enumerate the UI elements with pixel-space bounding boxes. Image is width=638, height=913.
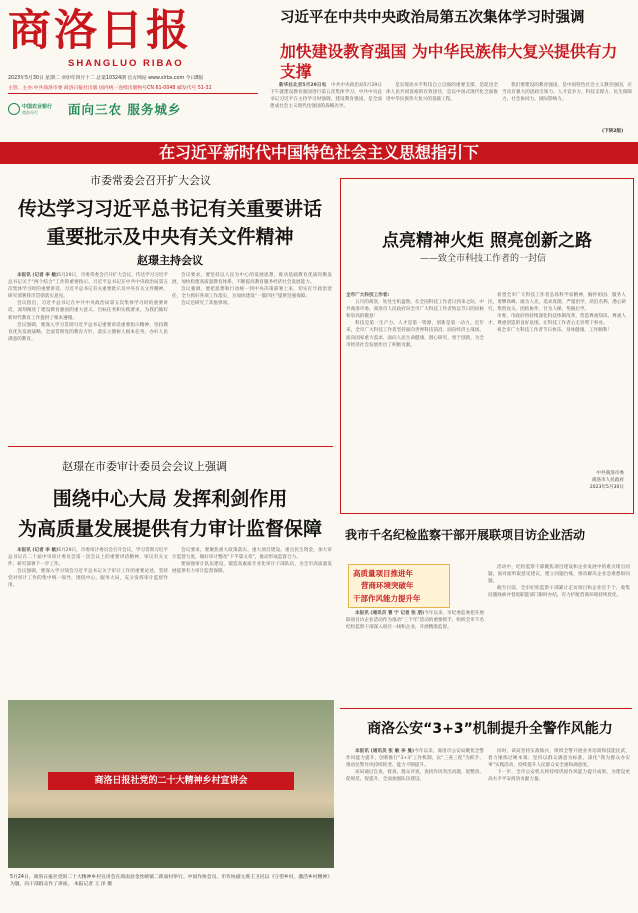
article1-headline-1: 传达学习习近平总书记有关重要讲话 [17,198,322,220]
article1-headline-2: 重要批示及中央有关文件精神 [46,226,294,248]
article3-col-2: 会议要求，要聚焦重大政策落实、重大项目建设、重点民生资金，加大审计监督力度，做好审计整改“下半篇文章”，推动形成监督合力。 要加强审计队伍建设，锻造高素质专业化审计干部队伍，为全市高质量发展提供有力审计监督保障。 [172,548,332,575]
article4-graphic [348,564,450,608]
top-headline-2: 加快建设教育强国 为中华民族伟大复兴提供有力支撑 [280,42,618,81]
masthead-info-line1: 2023年5月30日 星期二 癸卯年四月十二 总第10324期 官方网站 www.slrbs.com 今日8版 [8,76,204,81]
top-story-source: 新华社北京5月29日电 [279,83,327,88]
masthead-rule [8,93,258,94]
article4-col-1: 本报讯 (通讯员 曹 宁 记者 张 朋)今年以来，市纪委监委把开展联项目访企业活动作为推动“三个年”活动的重要抓手，组织全市千名纪检监察干部深入项目一线和企业，开展精准监督。 [346,611,484,631]
article2-subhead: ——致全市科技工作者的一封信 [420,254,547,264]
article4-headline: 我市千名纪检监察干部开展联项目访企业活动 [345,528,586,542]
article1-byline: 本报讯 (记者 李 敏) [17,273,59,278]
article2-headline: 点亮精神火炬 照亮创新之路 [382,231,592,251]
article5-col-2: 同时，该局坚持实战练兵，组织全警开展业务培训和技能比武，着力锤炼过硬本领；坚持以群众满意为标准，深化“我为群众办实事”实践活动，持续提升人民群众安全感和满意度。 下一步，全市公安机关将持续巩固作风能力提升成果，为建设更高水平平安商洛贡献力量。 [488,749,630,783]
top-story-col-3: 我们要建设的教育强国，是中国特色社会主义教育强国，应当具有强大的思政引领力、人才竞争力、科技支撑力、民生保障力、社会协同力、国际影响力。 [502,83,632,103]
article1-col-1: 本报讯 (记者 李 敏)5月29日，市委常委会召开扩大会议，传达学习习近平总书记关于“两个结合”工作的重要指示、习近平总书记在中共中央政治局第五次集体学习时的重要讲话、习近平总书记有关重要批示及中央有关文件精神，研究部署我市贯彻落实意见。 会议指出，习近平总书记在中共中央政治局第五次集体学习时的重要讲话，深刻阐述了建设教育强国的重大意义、目标任务和实践要求，为我们做好新时代教育工作提供了根本遵循。 会议强调，要深入学习贯彻习近平总书记重要讲话重要指示精神，坚持教育优先发展战略，全面贯彻党的教育方针，落实立德树人根本任务，办好人民满意的教育。 [8,273,168,342]
article1-subhead: 赵璟主持会议 [137,254,203,267]
bank-slogan: 面向三农 服务城乡 [68,102,182,117]
masthead-info-line2: 主管、主办:中共商洛市委 商洛日报社出版 国内统一连续出版物号CN 61-0048 邮发代号 51-32 [8,86,212,91]
article2-col-1: 全市广大科技工作者: 五月的商洛，处处生机盎然。在全国科技工作者日到来之际，中共商洛市委、商洛市人民政府向全市广大科技工作者致以节日的问候和崇高的敬意！ 科技是第一生产力，人才是第一资源，创新是第一动力。近年来，全市广大科技工作者坚持面向世界科技前沿、面向经济主战场、面向国家重大需求、面向人民生命健康，潜心研究、勇于创新，为全市经济社会发展作出了积极贡献。 [346,293,484,348]
article2-sign-date: 2023年5月30日 [589,485,624,490]
bank-name: 中国农业银行 [22,104,53,110]
bank-sub: 商洛分行 [22,110,38,115]
article4-graphic-line3: 干部作风能力提升年 [353,594,421,603]
photo-caption: 5月24日，商洛日报社党的二十大精神乡村宣讲会在商南县金丝峡镇二郎庙村举行。中国作协会员、市作协副主席王卫民以《守望乡村，激活乡村精神》为题，向干部群众作了讲座。 本报记者 王 泽 摄 [10,875,332,887]
article4-graphic-line1: 高质量项目推进年 [353,569,413,578]
article4-col-2: 活动中，纪检监察干部聚焦项目建设和企业发展中的难点堵点问题，面对面听取意见建议，建立问题台账，推动解决企业急难愁盼问题。 截至目前，全市纪检监察干部累计走访项目和企业近千个，收集问题线索并督促职能部门限时办结，有力护航营商环境持续优化。 [488,565,630,599]
top-story-continued: (下转2版) [602,129,624,134]
article2-salutation: 全市广大科技工作者: [346,293,390,298]
photo-crowd [8,818,334,868]
article3-headline-2: 为高质量发展提供有力审计监督保障 [17,518,322,540]
article3-headline-1: 围绕中心大局 发挥利剑作用 [52,488,288,510]
newspaper-title: 商洛日报 [8,6,192,56]
article2-sign-1: 中共商洛市委 [596,471,624,476]
article3-byline: 本报讯 (记者 李 敏) [17,548,59,553]
article2-sign-2: 商洛市人民政府 [591,478,624,483]
photo-stage-banner [48,772,294,790]
article4-graphic-line2: 营商环境突破年 [361,581,414,590]
article1-kicker: 市委常委会召开扩大会议 [90,174,211,187]
top-story-col-1: 新华社北京5月29日电 中共中央政治局5月29日下午就建设教育强国进行第五次集体学习。中共中央总书记习近平在主持学习时强调，建设教育强国，是全面建成社会主义现代化强国的战略先导。 [270,83,382,110]
newspaper-pinyin: SHANGLUO RIBAO [68,58,184,69]
article3-col-1: 本报讯 (记者 李 敏)5月29日，市委审计委员会召开会议，学习贯彻习近平总书记在二十届中央审计委员会第一次会议上的重要讲话精神，审议有关文件，研究部署下一步工作。 会议强调，要深入学习领会习近平总书记关于审计工作的重要论述，坚持党对审计工作的集中统一领导，围绕中心、服务大局，充分发挥审计监督作用。 [8,548,168,589]
article2-signature [520,470,624,491]
bank-ad [8,100,258,140]
top-headline-1: 习近平在中共中央政治局第五次集体学习时强调 [280,10,585,26]
event-photo [8,700,334,868]
divider-right-lower [340,708,632,709]
top-story-col-2: 是实现高水平科技自立自强的重要支撑，是促进全体人民共同富裕的有效途径，是以中国式现代化全面推进中华民族伟大复兴的基础工程。 [386,83,498,103]
article1-col-2: 会议要求，要坚持以人民为中心的发展思想，推动基础教育优质均衡发展，加快构建高质量教育体系，不断提高教育服务经济社会发展能力。 会议强调，要把思想和行动统一到中央决策部署上来，切实扛牢政治责任，全力抓好各项工作落实，为加快建设“一都四区”提供坚强保障。 会议还研究了其他事项。 [172,273,332,307]
bank-logo-icon [8,103,20,115]
divider-left-mid [8,446,333,447]
article5-headline: 商洛公安“3+3”机制提升全警作风能力 [367,721,613,737]
article5-col-1: 本报讯 (通讯员 张 敏 李 曼)今年以来，商洛市公安局聚焦全警作风能力提升，创新推行“3+3”工作机制，以“三查三促”为抓手，推动民警作风持续转变、能力不断提升。 该局通过自查、督查、群众评查，查找作风突出问题，促整改、促规范、促提升，全面加强队伍建设。 [346,749,484,783]
article5-byline: 本报讯 (通讯员 张 敏 李 曼) [355,749,415,754]
article3-kicker: 赵璟在市委审计委员会会议上强调 [62,460,227,473]
article4-byline: 本报讯 (通讯员 曹 宁 记者 张 朋) [355,611,425,616]
photo-banner-text: 商洛日报社党的二十大精神乡村宣讲会 [94,776,248,786]
section-banner: 在习近平新时代中国特色社会主义思想指引下 [0,142,638,164]
article2-col-2: 希望全市广大科技工作者弘扬科学家精神，胸怀祖国、服务人民，勇攀高峰、敢为人先，追求真理、严谨治学，淡泊名利、潜心研究，集智攻关、团结协作，甘为人梯、奖掖后学。 市委、市政府将持续深化科技体制改革，营造尊重知识、尊重人才、尊重创造的良好氛围，让科技工作者心无旁骛干事业。 祝全市广大科技工作者节日快乐、身体健康、工作顺利！ [488,293,626,334]
